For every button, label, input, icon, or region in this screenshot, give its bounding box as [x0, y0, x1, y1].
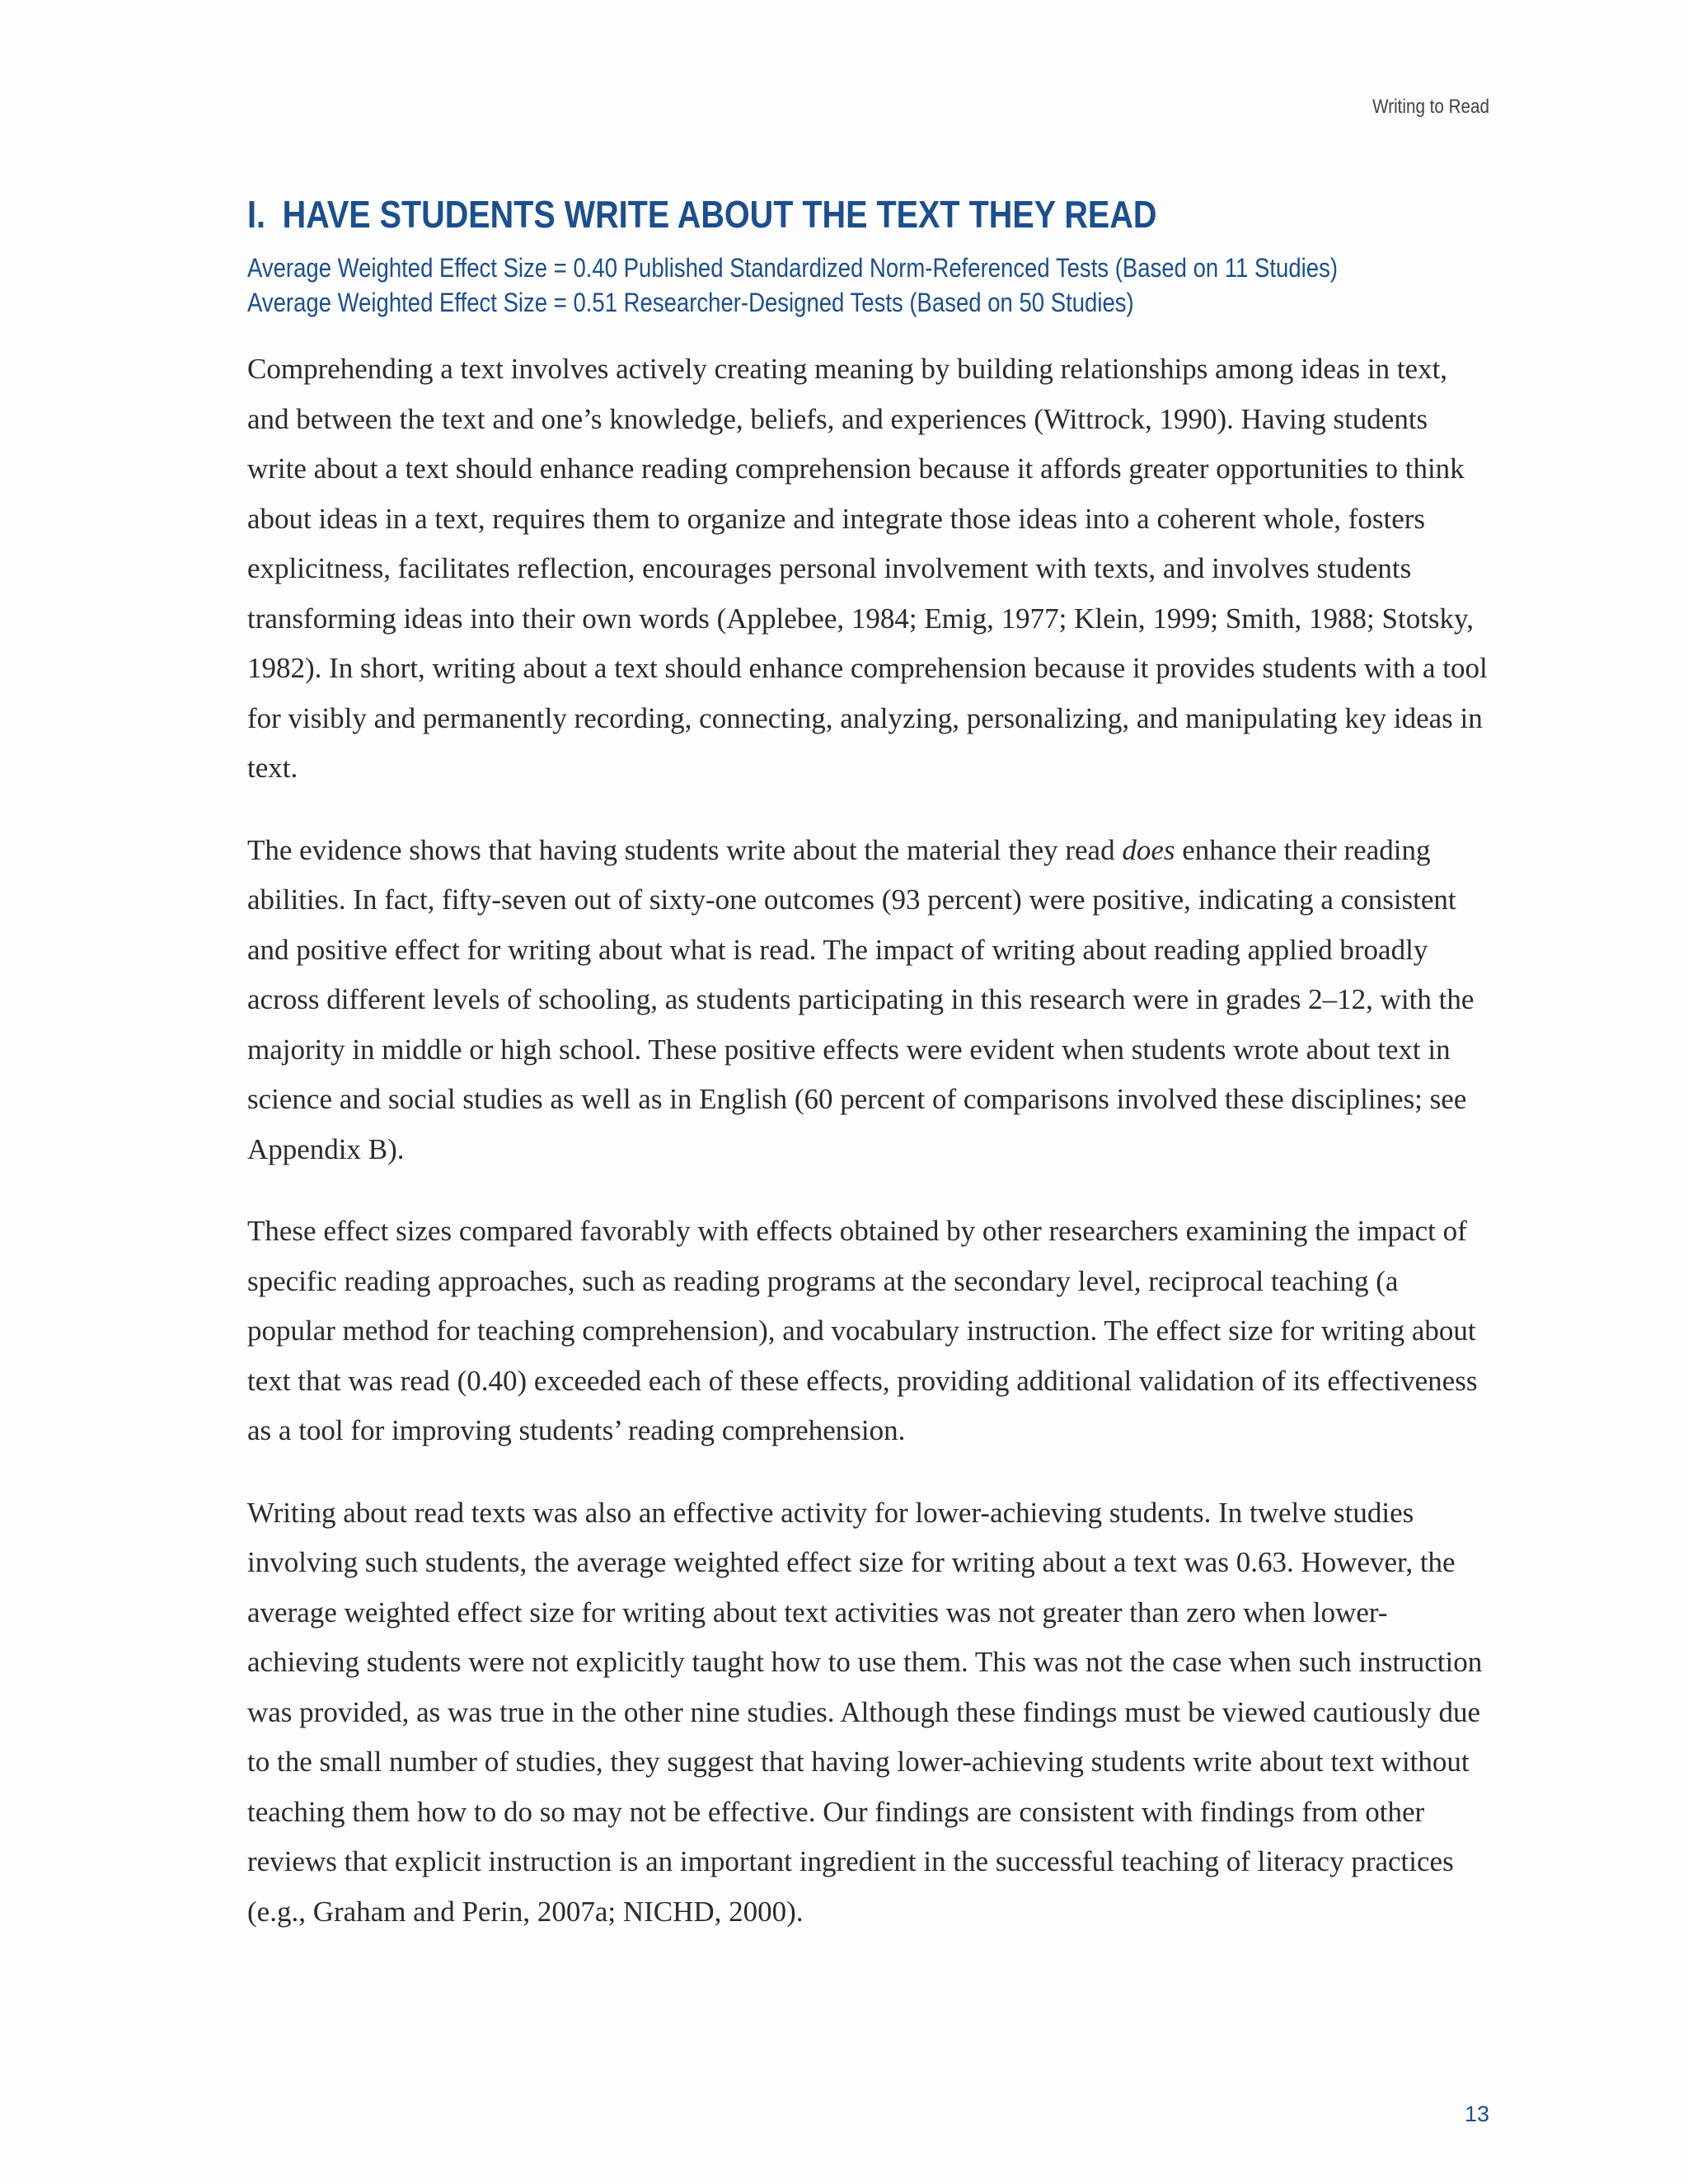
paragraph-comprehension: Comprehending a text involves actively creating meaning by building relationships among ideas in text, and between the text and one’s knowledge, beliefs, and experiences (Wittrock, 1990). Having students write about a text should enhance reading comprehension because it affords greater opportunities to think about ideas in a text, requires them to organize and integrate those ideas into a coherent whole, fosters explicitness, facilitates reflection, encourages personal involvement with texts, and involves students transforming ideas into their own words (Applebee, 1984; Emig, 1977; Klein, 1999; Smith, 1988; Stotsky, 1982). In short, writing about a text should enhance comprehension because it provides students with a tool for visibly and permanently recording, connecting, analyzing, personalizing, and manipulating key ideas in text.: [247, 353, 1488, 784]
effect-size-line-researcher: Average Weighted Effect Size = 0.51 Researcher-Designed Tests (Based on 50 Studies): [247, 288, 1134, 317]
running-header: Writing to Read: [1372, 96, 1489, 118]
paragraph-evidence-rest: enhance their reading abilities. In fact, fifty-seven out of sixty-one outcomes (93 percent) were positive, indicating a consistent and positive effect for writing about what is read. The impact of writing about reading applied broadly across different levels of schooling, as students participating in this research were in grades 2–12, with the majority in middle or high school. These positive effects were evident when students wrote about text in science and social studies as well as in English (60 percent of comparisons involved these disciplines; see Appendix B).: [247, 833, 1475, 1165]
effect-size-line-standardized: Average Weighted Effect Size = 0.40 Published Standardized Norm-Referenced Tests (Based on 11 Studies): [247, 253, 1339, 283]
paragraph-comparison: These effect sizes compared favorably with effects obtained by other researchers examining the impact of specific reading approaches, such as reading programs at the secondary level, reciprocal teaching (a popular method for teaching comprehension), and vocabulary instruction. The effect size for writing about text that was read (0.40) exceeded each of these effects, providing additional validation of its effectiveness as a tool for improving students’ reading comprehension.: [247, 1215, 1478, 1446]
paragraph-lower-achieving: Writing about read texts was also an effective activity for lower-achieving students. In twelve studies involving such students, the average weighted effect size for writing about a text was 0.63. However, the average weighted effect size for writing about text activities was not greater than zero when lower-achieving students were not explicitly taught how to use them. This was not the case when such instruction was provided, as was true in the other nine studies. Although these findings must be viewed cautiously due to the small number of studies, they suggest that having lower-achieving students write about text without teaching them how to do so may not be effective. Our findings are consistent with findings from other reviews that explicit instruction is an important ingredient in the successful teaching of literacy practices (e.g., Graham and Perin, 2007a; NICHD, 2000).: [247, 1496, 1483, 1928]
section-title: HAVE STUDENTS WRITE ABOUT THE TEXT THEY READ: [282, 193, 1157, 236]
effect-size-summary: [247, 251, 1338, 320]
section-number: I.: [247, 193, 265, 236]
page-number: 13: [1464, 2102, 1489, 2126]
section-heading: [247, 191, 1156, 237]
paragraph-evidence: [247, 826, 1490, 1175]
paragraph-evidence-start: The evidence shows that having students write about the material they read: [247, 833, 1123, 866]
emphasis-does: does: [1122, 833, 1175, 866]
body-text: [247, 344, 1490, 1969]
